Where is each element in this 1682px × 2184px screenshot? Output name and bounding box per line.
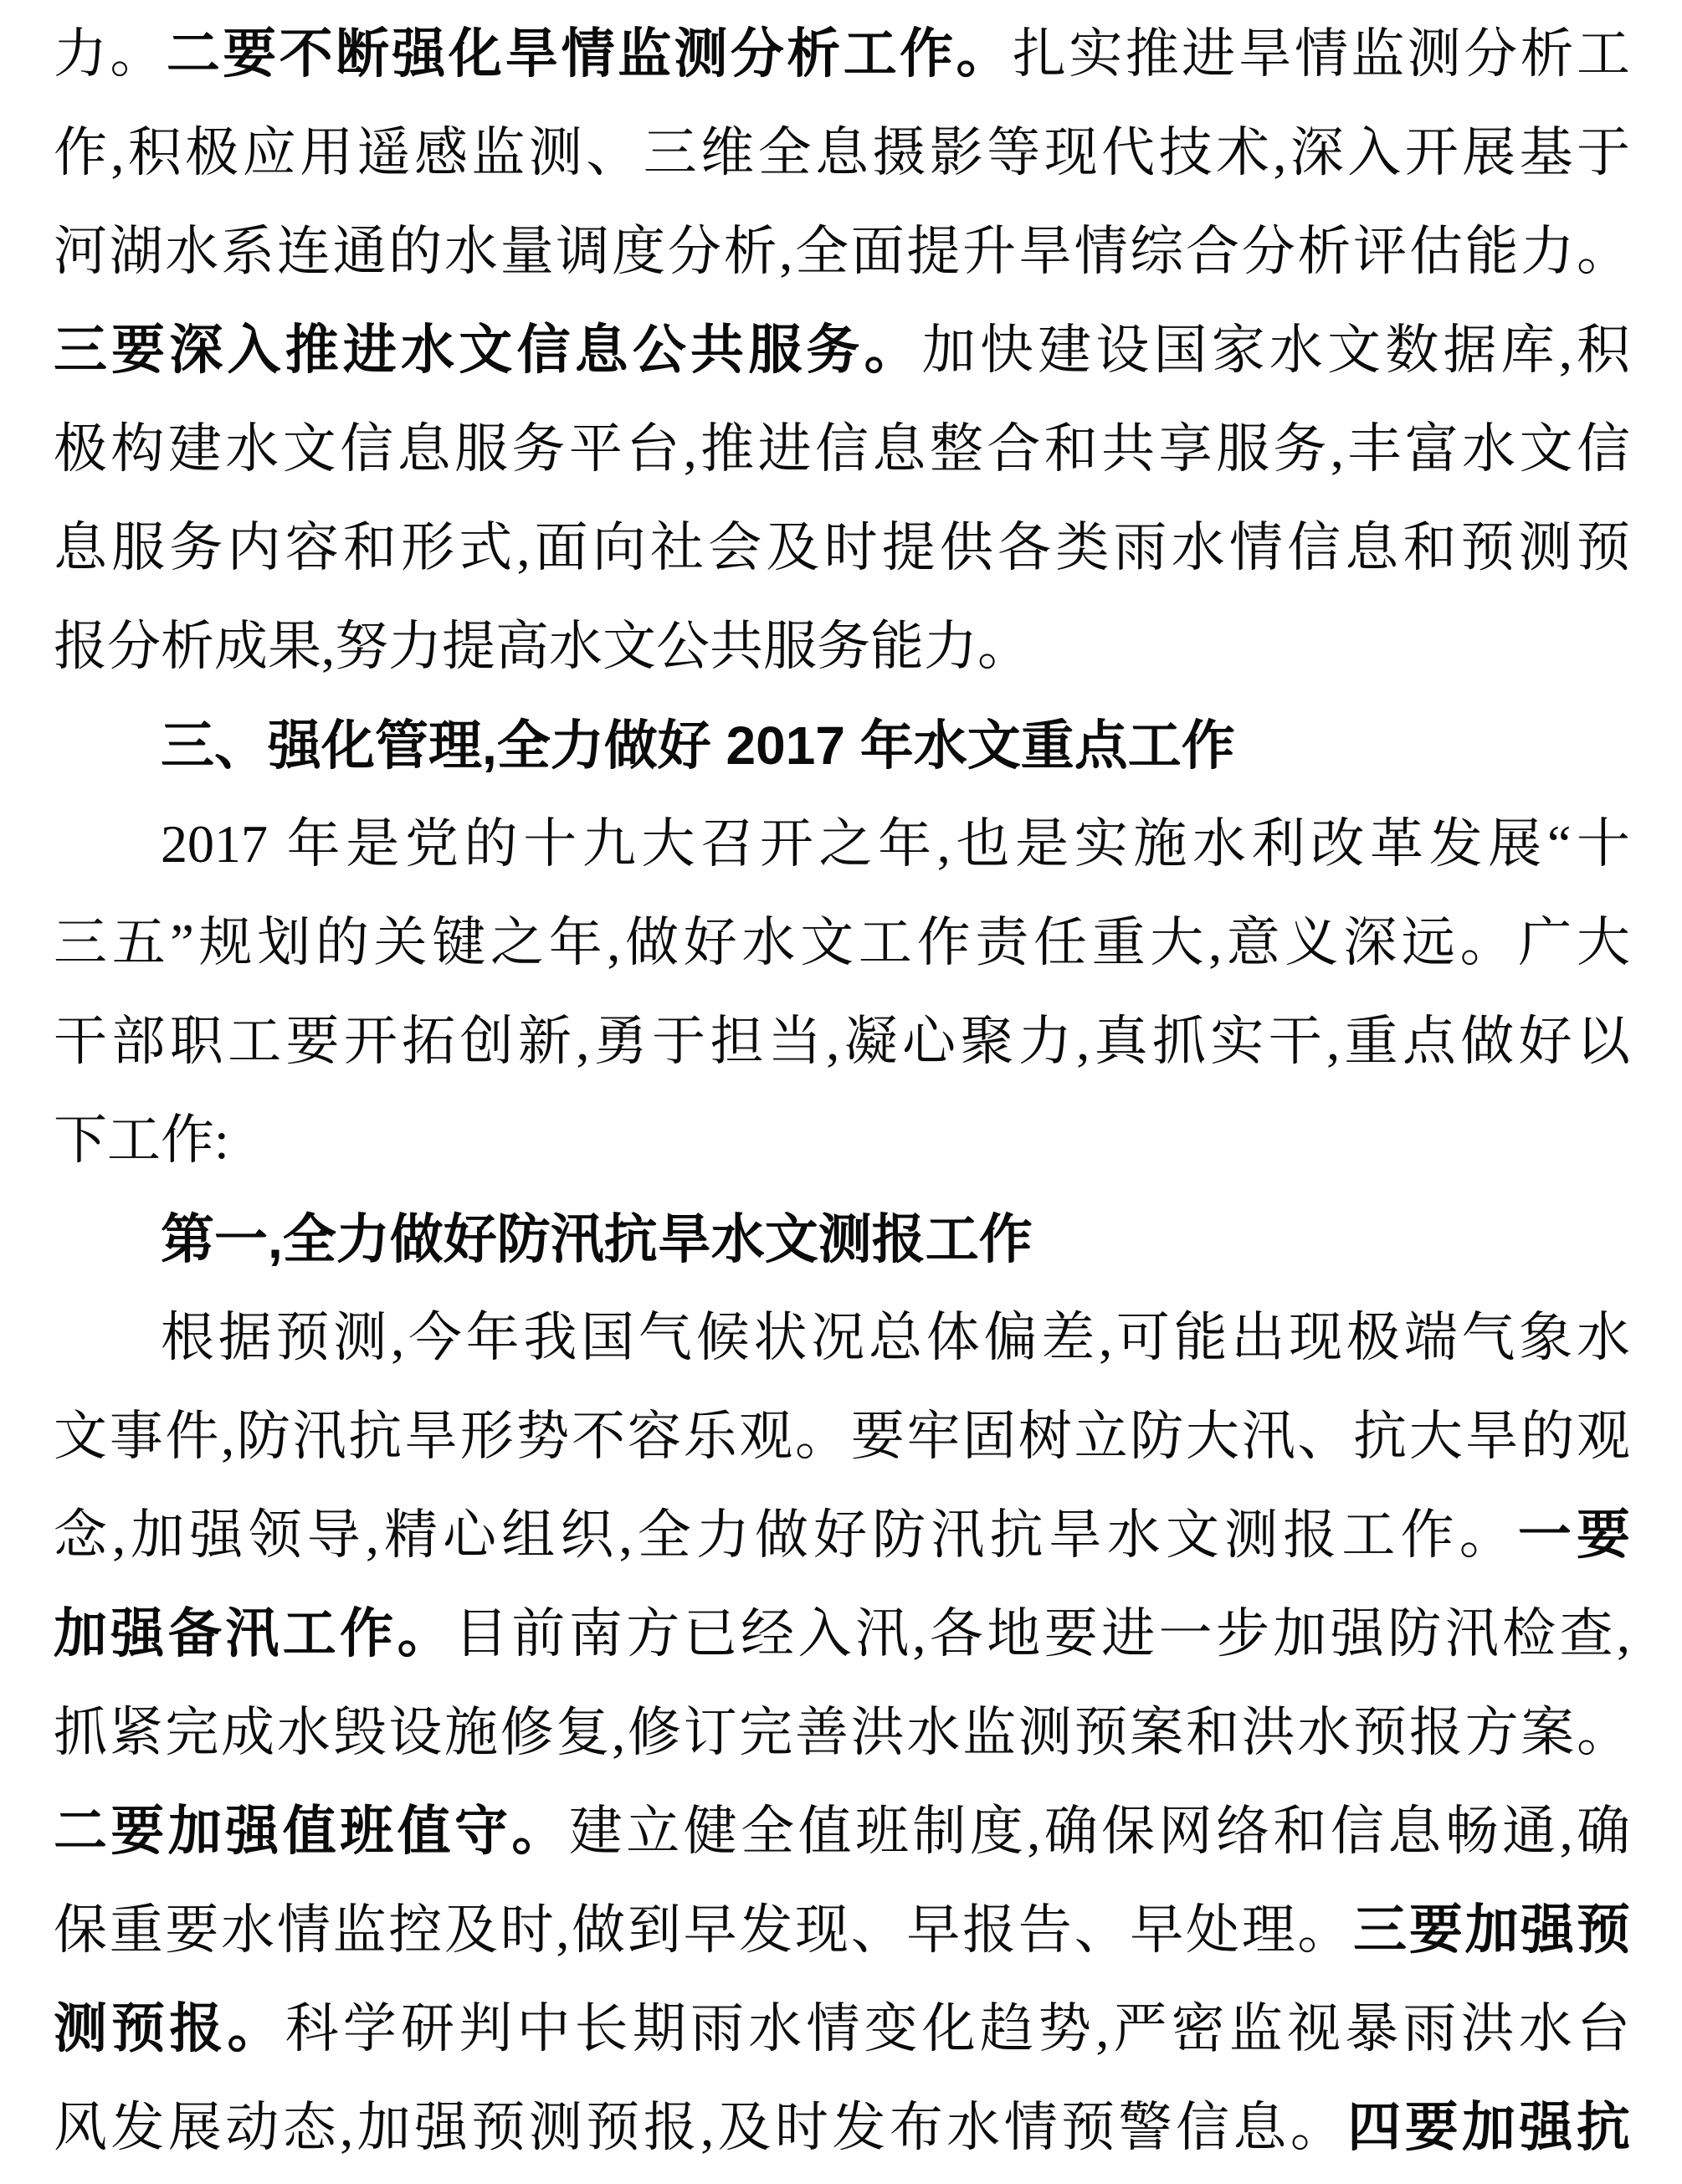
emphasis-text-segment: 第一,全力做好防汛抗旱水文测报工作 (161, 1209, 1033, 1269)
text-segment: 建立健全值班制度,确保网络和信息畅通,确 (568, 1802, 1630, 1861)
text-line (54, 1585, 1630, 1684)
document-content (54, 5, 1630, 2177)
section-heading (54, 696, 1630, 795)
text-line (54, 1980, 1630, 2079)
emphasis-text-segment: 二要不断强化旱情监测分析工作。 (166, 24, 1013, 84)
text-line (54, 1486, 1630, 1585)
text-segment: 2017 年是党的十九大召开之年,也是实施水利改革发展“十 (161, 814, 1630, 874)
text-line (54, 400, 1630, 499)
text-segment: 念,加强领导,精心组织,全力做好防汛抗旱水文测报工作。 (54, 1505, 1518, 1565)
text-line (54, 992, 1630, 1091)
text-line (54, 597, 1630, 696)
text-line (54, 1782, 1630, 1881)
text-segment: 极构建水文信息服务平台,推进信息整合和共享服务,丰富水文信 (54, 419, 1630, 479)
text-segment: 加快建设国家水文数据库,积 (921, 320, 1630, 380)
section-heading (54, 1190, 1630, 1289)
text-line (54, 894, 1630, 992)
text-segment: 目前南方已经入汛,各地要进一步加强防汛检查, (454, 1604, 1630, 1664)
text-segment: 报分析成果,努力提高水文公共服务能力。 (54, 617, 1031, 676)
text-line (54, 301, 1630, 400)
text-line (54, 1387, 1630, 1486)
text-line (54, 2079, 1630, 2177)
text-segment: 根据预测,今年我国气候状况总体偏差,可能出现极端气象水 (161, 1308, 1630, 1367)
emphasis-text-segment: 加强备汛工作。 (54, 1604, 454, 1664)
emphasis-text-segment: 三要加强预 (1353, 1900, 1630, 1960)
text-segment: 三五”规划的关键之年,做好水文工作责任重大,意义深远。广大 (54, 913, 1630, 972)
emphasis-text-segment: 三要深入推进水文信息公共服务。 (54, 320, 922, 380)
text-segment: 保重要水情监控及时,做到早发现、早报告、早处理。 (54, 1900, 1354, 1960)
text-line (54, 795, 1630, 894)
text-line (54, 104, 1630, 203)
text-line (54, 1684, 1630, 1782)
text-line (54, 1091, 1630, 1190)
text-segment: 力。 (54, 24, 167, 84)
text-line (54, 203, 1630, 301)
text-line (54, 499, 1630, 597)
emphasis-text-segment: 二要加强值班值守。 (54, 1802, 569, 1861)
text-line (54, 1881, 1630, 1980)
text-segment: 抓紧完成水毁设施修复,修订完善洪水监测预案和洪水预报方案。 (54, 1703, 1630, 1762)
text-segment: 作,积极应用遥感监测、三维全息摄影等现代技术,深入开展基于 (54, 123, 1630, 182)
text-segment: 扎实推进旱情监测分析工 (1012, 24, 1630, 84)
text-line (54, 5, 1630, 104)
emphasis-text-segment: 三、强化管理,全力做好 2017 年水文重点工作 (161, 715, 1235, 776)
text-segment: 科学研判中长期雨水情变化趋势,严密监视暴雨洪水台 (285, 1999, 1630, 2058)
text-line (54, 1289, 1630, 1387)
text-segment: 河湖水系连通的水量调度分析,全面提升旱情综合分析评估能力。 (54, 222, 1630, 281)
text-segment: 风发展动态,加强预测预报,及时发布水情预警信息。 (54, 2098, 1348, 2157)
text-segment: 息服务内容和形式,面向社会及时提供各类雨水情信息和预测预 (54, 518, 1630, 577)
emphasis-text-segment: 四要加强抗 (1347, 2098, 1630, 2157)
text-segment: 文事件,防汛抗旱形势不容乐观。要牢固树立防大汛、抗大旱的观 (54, 1407, 1630, 1466)
text-segment: 下工作: (54, 1110, 229, 1170)
emphasis-text-segment: 一要 (1517, 1505, 1630, 1565)
emphasis-text-segment: 测预报。 (54, 1999, 285, 2058)
text-segment: 干部职工要开拓创新,勇于担当,凝心聚力,真抓实干,重点做好以 (54, 1012, 1630, 1071)
